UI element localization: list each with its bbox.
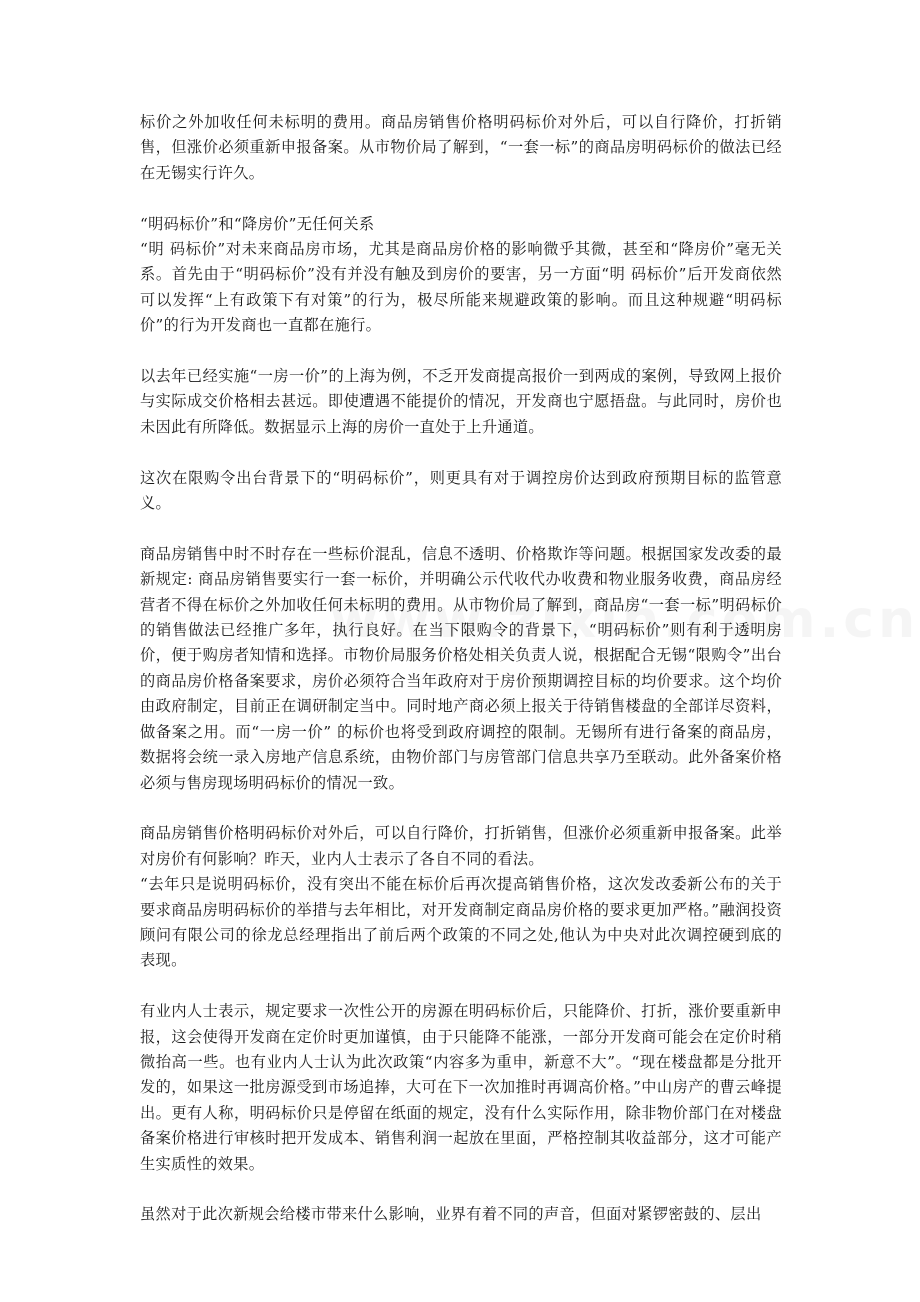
- paragraph: 标价之外加收任何未标明的费用。商品房销售价格明码标价对外后，可以自行降价，打折销售，但涨价必须重新申报备案。从市物价局了解到，“一套一标”的商品房明码标价的做法已经在无锡实行许久。: [140, 113, 782, 182]
- paragraph: 商品房销售价格明码标价对外后，可以自行降价，打折销售，但涨价必须重新申报备案。此举对房价有何影响？昨天，业内人士表示了各自不同的看法。: [140, 824, 782, 868]
- paragraph: “明 码标价”对未来商品房市场，尤其是商品房价格的影响微乎其微，甚至和“降房价”毫无关系。首先由于“明码标价”没有并没有触及到房价的要害，另一方面“明 码标价”后开发商依然可以发挥“上有政策下有对策”的行为，极尽所能来规避政策的影响。而且这种规避“明码标价”的行为开发商也一直都在施行。: [140, 240, 782, 335]
- paragraph: 有业内人士表示，规定要求一次性公开的房源在明码标价后，只能降价、打折，涨价要重新申报，这会使得开发商在定价时更加谨慎，由于只能降不能涨，一部分开发商可能会在定价时稍微抬高一些。也有业内人士认为此次政策“内容多为重申，新意不大”。“现在楼盘都是分批开发的，如果这一批房源受到市场追捧，大可在下一次加推时再调高价格。”中山房产的曹云峰提出。更有人称，明码标价只是停留在纸面的规定，没有什么实际作用，除非物价部门在对楼盘备案价格进行审核时把开发成本、销售利润一起放在里面，严格控制其收益部分，这才可能产生实质性的效果。: [140, 1002, 782, 1173]
- quote-paragraph: “去年只是说明码标价，没有突出不能在标价后再次提高销售价格，这次发改委新公布的关于要求商品房明码标价的举措与去年相比，对开发商制定商品房价格的要求更加严格。”融润投资顾问有限公司的徐龙总经理指出了前后两个政策的不同之处,他认为中央对此次调控硬到底的表现。: [140, 875, 782, 970]
- paragraph: 以去年已经实施“一房一价”的上海为例，不乏开发商提高报价一到两成的案例，导致网上报价与实际成交价格相去甚远。即使遭遇不能提价的情况，开发商也宁愿捂盘。与此同时，房价也未因此有所降低。数据显示上海的房价一直处于上升通道。: [140, 367, 782, 436]
- paragraph: 商品房销售中时不时存在一些标价混乱，信息不透明、价格欺诈等问题。根据国家发改委的最新规定: 商品房销售要实行一套一标价，并明确公示代收代办收费和物业服务收费，商品房经营者不得在标价之外加收任何未标明的费用。从市物价局了解到，商品房“一套一标”明码标价的销售做法已经推广多年，执行良好。在当下限购令的背景下，“明码标价”则有利于透明房价，便于购房者知情和选择。市物价局服务价格处相关负责人说，根据配合无锡“限购令”出台的商品房价格备案要求，房价必须符合当年政府对于房价预期调控目标的均价要求。这个均价由政府制定，目前正在调研制定当中。同时地产商必须上报关于待销售楼盘的全部详尽资料，做备案之用。而“一房一价” 的标价也将受到政府调控的限制。无锡所有进行备案的商品房，数据将会统一录入房地产信息系统，由物价部门与房管部门信息共享乃至联动。此外备案价格必须与售房现场明码标价的情况一致。: [140, 544, 782, 792]
- article-body: [140, 110, 782, 1228]
- paragraph: 虽然对于此次新规会给楼市带来什么影响，业界有着不同的声音，但面对紧锣密鼓的、层出: [140, 1205, 762, 1224]
- section-heading: “明码标价”和“降房价”无任何关系: [140, 214, 375, 233]
- paragraph: 这次在限购令出台背景下的“明码标价”，则更具有对于调控房价达到政府预期目标的监管意义。: [140, 468, 782, 513]
